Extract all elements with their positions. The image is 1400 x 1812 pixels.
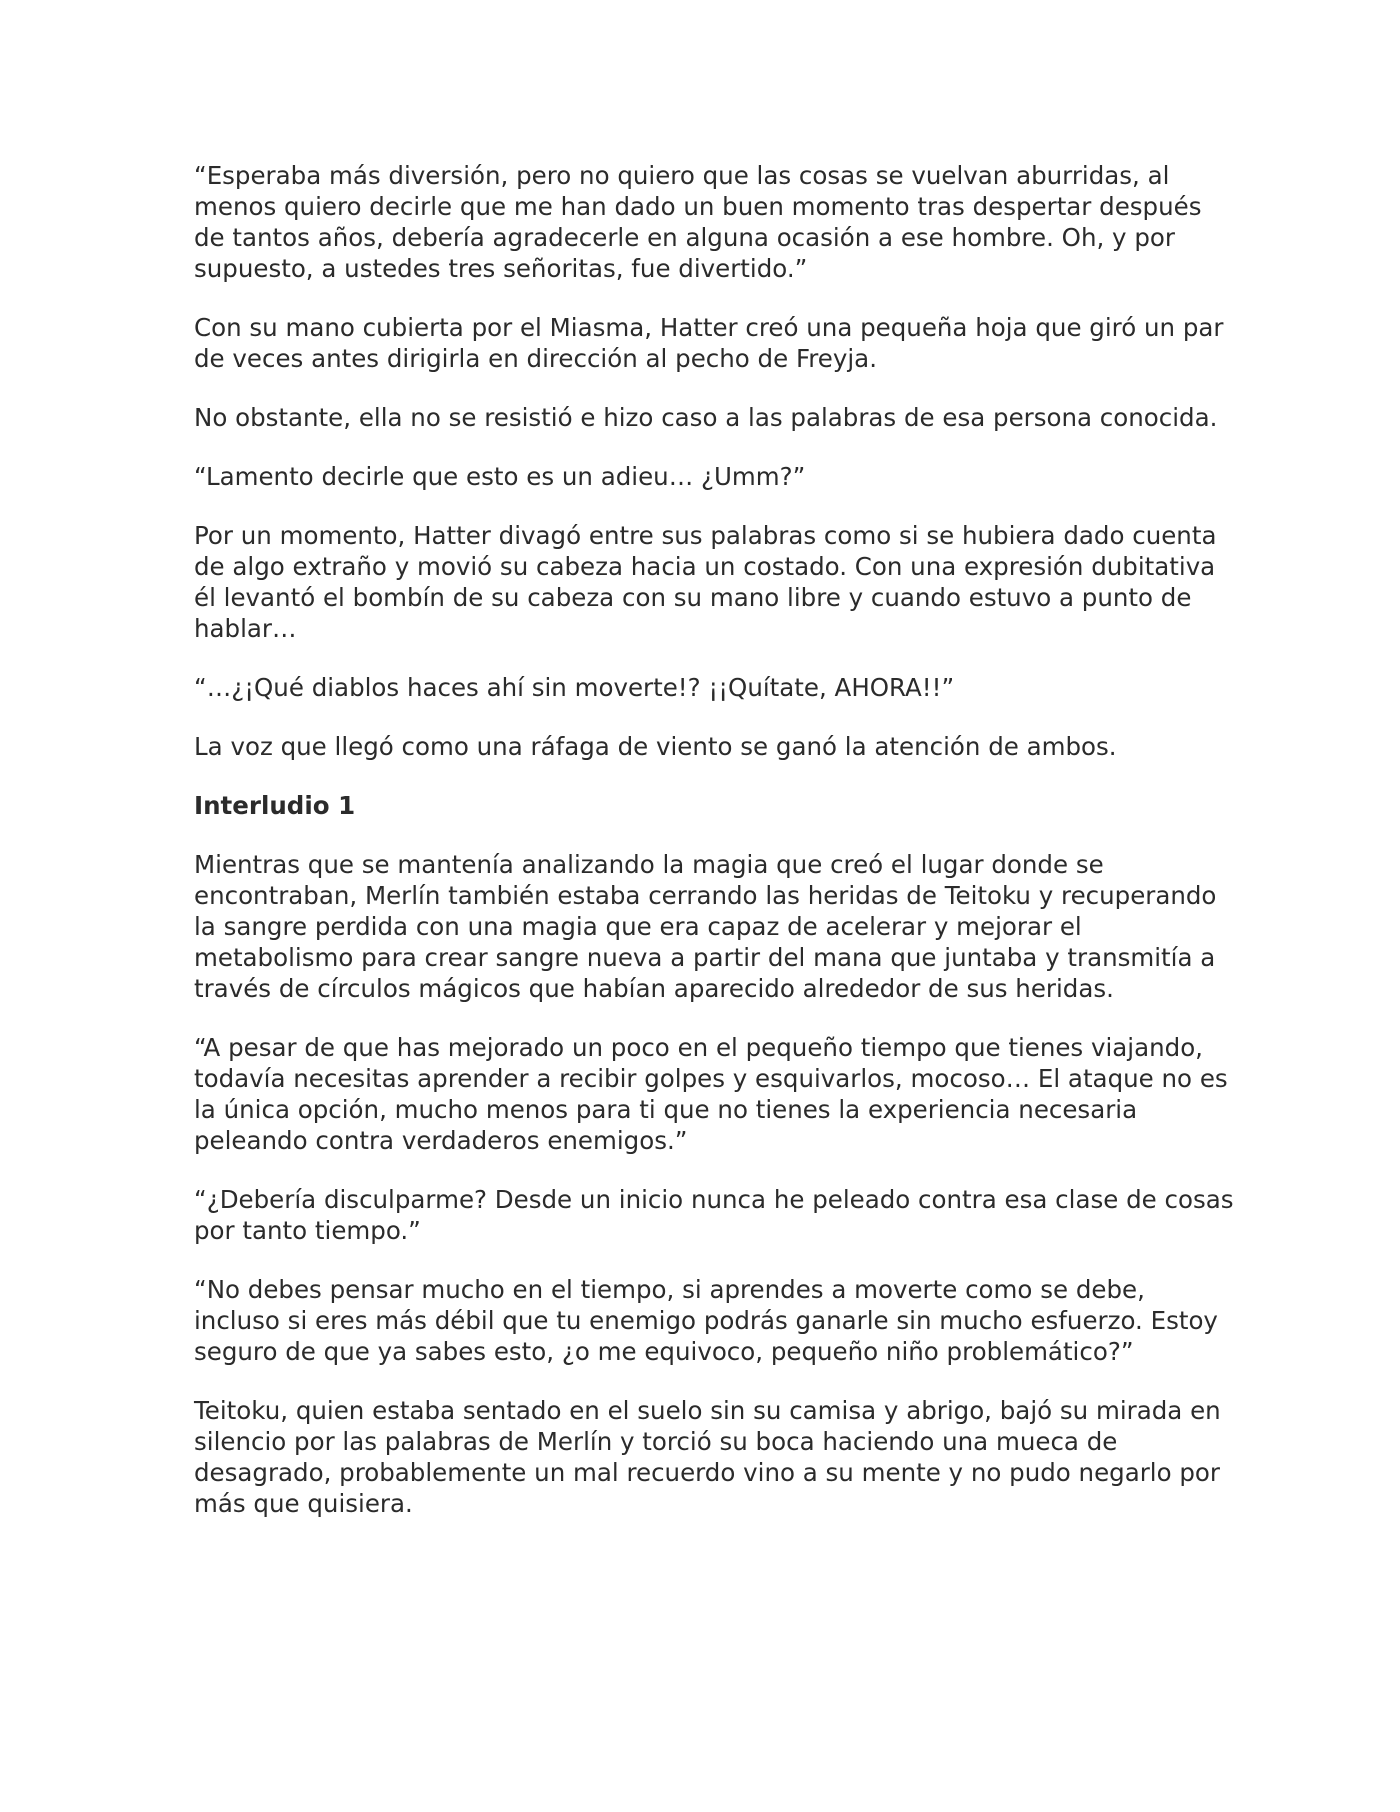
document-body xyxy=(194,160,1234,1547)
paragraph: Mientras que se mantenía analizando la magia que creó el lugar donde se encontraban, Merlín también estaba cerrando las heridas de Teitoku y recuperando la sangre perdida con una magia que era capaz de acelerar y mejorar el metabolismo para crear sangre nueva a partir del mana que juntaba y transmitía a través de círculos mágicos que habían aparecido alrededor de sus heridas. xyxy=(194,850,1217,1003)
paragraph: “No debes pensar mucho en el tiempo, si aprendes a moverte como se debe, incluso si eres más débil que tu enemigo podrás ganarle sin mucho esfuerzo. Estoy seguro de que ya sabes esto, ¿o me equivoco, pequeño niño problemático?” xyxy=(194,1275,1218,1366)
paragraph: La voz que llegó como una ráfaga de viento se ganó la atención de ambos. xyxy=(194,732,1117,761)
paragraph: “A pesar de que has mejorado un poco en el pequeño tiempo que tienes viajando, todavía necesitas aprender a recibir golpes y esquivarlos, mocoso… El ataque no es la única opción, mucho menos para ti que no tienes la experiencia necesaria peleando contra verdaderos enemigos.” xyxy=(194,1033,1228,1155)
paragraph: “Esperaba más diversión, pero no quiero que las cosas se vuelvan aburridas, al menos quiero decirle que me han dado un buen momento tras despertar después de tantos años, debería agradecerle en alguna ocasión a ese hombre. Oh, y por supuesto, a ustedes tres señoritas, fue divertido.” xyxy=(194,161,1202,283)
paragraph: No obstante, ella no se resistió e hizo caso a las palabras de esa persona conocida. xyxy=(194,403,1218,432)
section-heading: Interludio 1 xyxy=(194,791,356,820)
paragraph: Teitoku, quien estaba sentado en el suelo sin su camisa y abrigo, bajó su mirada en silencio por las palabras de Merlín y torció su boca haciendo una mueca de desagrado, probablemente un mal recuerdo vino a su mente y no pudo negarlo por más que quisiera. xyxy=(194,1396,1221,1518)
paragraph: “Lamento decirle que esto es un adieu… ¿Umm?” xyxy=(194,462,806,491)
paragraph: “¿Debería disculparme? Desde un inicio nunca he peleado contra esa clase de cosas por tanto tiempo.” xyxy=(194,1185,1234,1245)
paragraph: Por un momento, Hatter divagó entre sus palabras como si se hubiera dado cuenta de algo extraño y movió su cabeza hacia un costado. Con una expresión dubitativa él levantó el bombín de su cabeza con su mano libre y cuando estuvo a punto de hablar… xyxy=(194,521,1217,643)
paragraph: Con su mano cubierta por el Miasma, Hatter creó una pequeña hoja que giró un par de veces antes dirigirla en dirección al pecho de Freyja. xyxy=(194,313,1224,373)
paragraph: “…¿¡Qué diablos haces ahí sin moverte!? ¡¡Quítate, AHORA!!” xyxy=(194,673,955,702)
